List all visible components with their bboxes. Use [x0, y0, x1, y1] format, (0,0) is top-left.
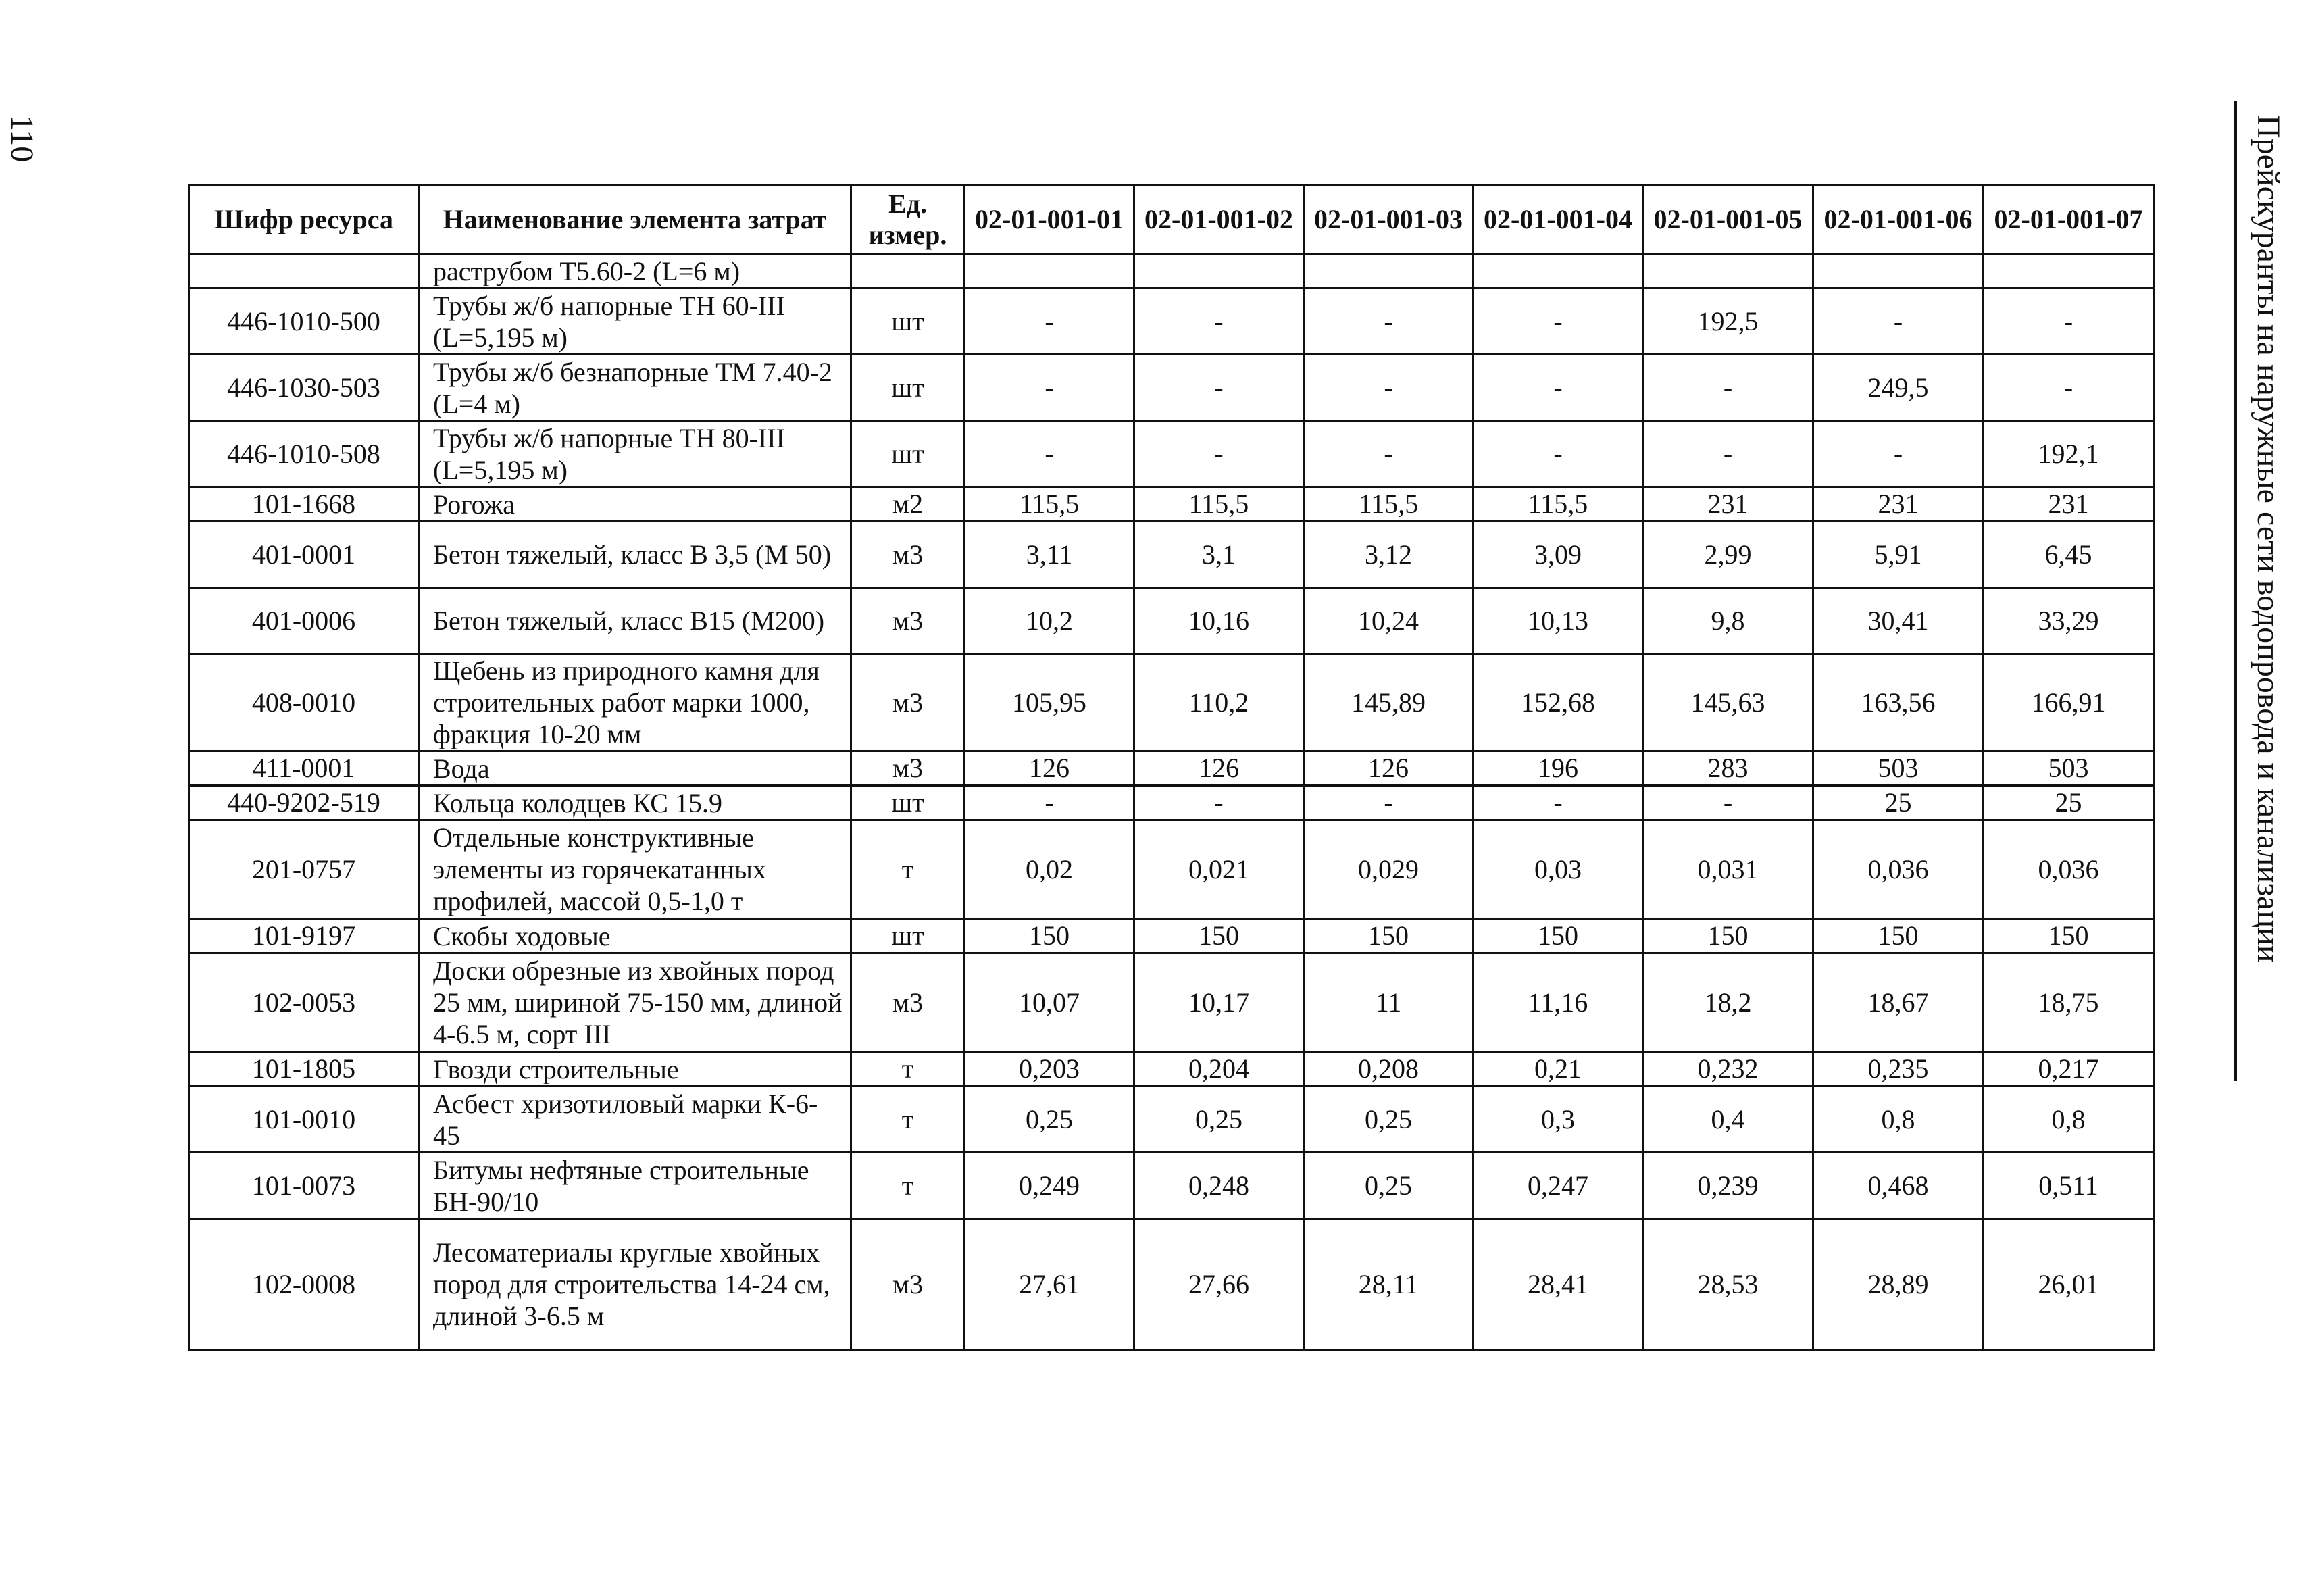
value-cell: 33,29: [1984, 588, 2154, 654]
resource-name: Гвозди строительные: [419, 1052, 851, 1087]
table-row: [189, 588, 2154, 654]
value-cell: 192,1: [1984, 421, 2154, 487]
value-cell: 163,56: [1813, 654, 1984, 751]
value-cell: -: [1984, 289, 2154, 355]
unit-cell: м2: [851, 487, 965, 522]
value-cell: 126: [965, 751, 1134, 786]
value-cell: 231: [1984, 487, 2154, 522]
header-code: Шифр ресурса: [189, 185, 419, 255]
resource-code: 446-1010-508: [189, 421, 419, 487]
value-cell: 115,5: [1304, 487, 1474, 522]
value-cell: -: [1134, 355, 1304, 421]
table-row: [189, 751, 2154, 786]
unit-cell: шт: [851, 421, 965, 487]
value-cell: 0,25: [1304, 1087, 1474, 1153]
value-cell: 11: [1304, 953, 1474, 1052]
value-cell: [1984, 255, 2154, 289]
value-cell: 28,41: [1474, 1219, 1643, 1350]
value-cell: [965, 255, 1134, 289]
value-cell: 27,66: [1134, 1219, 1304, 1350]
value-cell: 0,03: [1474, 820, 1643, 919]
resource-name: Скобы ходовые: [419, 919, 851, 953]
table-row: [189, 786, 2154, 820]
table-row: [189, 289, 2154, 355]
resource-name: Рогожа: [419, 487, 851, 522]
value-cell: 3,09: [1474, 522, 1643, 588]
unit-cell: шт: [851, 289, 965, 355]
table-row: [189, 654, 2154, 751]
value-cell: 249,5: [1813, 355, 1984, 421]
value-cell: 5,91: [1813, 522, 1984, 588]
value-cell: 126: [1304, 751, 1474, 786]
value-cell: 2,99: [1643, 522, 1813, 588]
value-cell: -: [1813, 289, 1984, 355]
value-cell: 231: [1813, 487, 1984, 522]
value-cell: 0,8: [1813, 1087, 1984, 1153]
resource-code: 102-0008: [189, 1219, 419, 1350]
page-number: 110: [4, 115, 40, 163]
table-row: [189, 1153, 2154, 1219]
table-row: [189, 1052, 2154, 1087]
header-col-1: 02-01-001-01: [965, 185, 1134, 255]
value-cell: 28,89: [1813, 1219, 1984, 1350]
resource-code: [189, 255, 419, 289]
value-cell: 503: [1984, 751, 2154, 786]
unit-cell: м3: [851, 751, 965, 786]
value-cell: 0,036: [1813, 820, 1984, 919]
header-col-5: 02-01-001-05: [1643, 185, 1813, 255]
table-row: [189, 421, 2154, 487]
value-cell: 283: [1643, 751, 1813, 786]
value-cell: 150: [1813, 919, 1984, 953]
value-cell: 0,204: [1134, 1052, 1304, 1087]
value-cell: 10,07: [965, 953, 1134, 1052]
value-cell: 25: [1984, 786, 2154, 820]
resource-name: Трубы ж/б напорные ТН 60-III (L=5,195 м): [419, 289, 851, 355]
value-cell: 10,13: [1474, 588, 1643, 654]
value-cell: -: [965, 355, 1134, 421]
value-cell: 0,249: [965, 1153, 1134, 1219]
resource-name: Лесоматериалы круглые хвойных пород для строительства 14-24 см, длиной 3-6.5 м: [419, 1219, 851, 1350]
value-cell: 150: [1643, 919, 1813, 953]
resource-code: 446-1030-503: [189, 355, 419, 421]
value-cell: 26,01: [1984, 1219, 2154, 1350]
value-cell: 0,036: [1984, 820, 2154, 919]
value-cell: -: [1304, 355, 1474, 421]
value-cell: 18,75: [1984, 953, 2154, 1052]
value-cell: 18,2: [1643, 953, 1813, 1052]
value-cell: 115,5: [965, 487, 1134, 522]
value-cell: 0,031: [1643, 820, 1813, 919]
header-col-3: 02-01-001-03: [1304, 185, 1474, 255]
value-cell: 0,203: [965, 1052, 1134, 1087]
value-cell: -: [1304, 289, 1474, 355]
value-cell: 18,67: [1813, 953, 1984, 1052]
unit-cell: шт: [851, 355, 965, 421]
resource-code: 201-0757: [189, 820, 419, 919]
value-cell: 0,235: [1813, 1052, 1984, 1087]
unit-cell: [851, 255, 965, 289]
resource-code: 101-0010: [189, 1087, 419, 1153]
resource-name: раструбом Т5.60-2 (L=6 м): [419, 255, 851, 289]
resource-code: 401-0006: [189, 588, 419, 654]
value-cell: 30,41: [1813, 588, 1984, 654]
value-cell: 0,25: [1304, 1153, 1474, 1219]
value-cell: 0,21: [1474, 1052, 1643, 1087]
value-cell: 0,8: [1984, 1087, 2154, 1153]
table-row: [189, 487, 2154, 522]
unit-cell: м3: [851, 1219, 965, 1350]
value-cell: -: [1643, 786, 1813, 820]
value-cell: 150: [1474, 919, 1643, 953]
resource-code: 401-0001: [189, 522, 419, 588]
unit-cell: т: [851, 1087, 965, 1153]
value-cell: 6,45: [1984, 522, 2154, 588]
value-cell: 10,17: [1134, 953, 1304, 1052]
table-row: [189, 1219, 2154, 1350]
value-cell: 150: [1134, 919, 1304, 953]
value-cell: -: [965, 289, 1134, 355]
resource-name: Щебень из природного камня для строительных работ марки 1000, фракция 10-20 мм: [419, 654, 851, 751]
resource-code: 440-9202-519: [189, 786, 419, 820]
running-title: Прейскуранты на наружные сети водопровода и канализации: [2250, 115, 2286, 963]
value-cell: 0,468: [1813, 1153, 1984, 1219]
value-cell: 0,217: [1984, 1052, 2154, 1087]
value-cell: 115,5: [1134, 487, 1304, 522]
value-cell: -: [1134, 289, 1304, 355]
resource-code: 446-1010-500: [189, 289, 419, 355]
header-col-6: 02-01-001-06: [1813, 185, 1984, 255]
value-cell: 0,247: [1474, 1153, 1643, 1219]
value-cell: 126: [1134, 751, 1304, 786]
value-cell: 0,239: [1643, 1153, 1813, 1219]
value-cell: 166,91: [1984, 654, 2154, 751]
value-cell: 192,5: [1643, 289, 1813, 355]
value-cell: 28,11: [1304, 1219, 1474, 1350]
resource-name: Вода: [419, 751, 851, 786]
resource-name: Доски обрезные из хвойных пород 25 мм, шириной 75-150 мм, длиной 4-6.5 м, сорт III: [419, 953, 851, 1052]
resource-name: Трубы ж/б напорные ТН 80-III (L=5,195 м): [419, 421, 851, 487]
value-cell: -: [965, 786, 1134, 820]
table-row: [189, 953, 2154, 1052]
value-cell: 150: [965, 919, 1134, 953]
value-cell: 0,3: [1474, 1087, 1643, 1153]
resource-name: Трубы ж/б безнапорные ТМ 7.40-2 (L=4 м): [419, 355, 851, 421]
value-cell: 9,8: [1643, 588, 1813, 654]
value-cell: 145,63: [1643, 654, 1813, 751]
resource-name: Бетон тяжелый, класс В15 (М200): [419, 588, 851, 654]
resource-name: Бетон тяжелый, класс В 3,5 (М 50): [419, 522, 851, 588]
value-cell: -: [1304, 421, 1474, 487]
header-row: [189, 185, 2154, 255]
header-col-2: 02-01-001-02: [1134, 185, 1304, 255]
value-cell: 0,25: [965, 1087, 1134, 1153]
value-cell: 0,248: [1134, 1153, 1304, 1219]
value-cell: -: [1643, 421, 1813, 487]
resource-name: Кольца колодцев КС 15.9: [419, 786, 851, 820]
unit-cell: т: [851, 1153, 965, 1219]
value-cell: -: [1474, 421, 1643, 487]
value-cell: 3,11: [965, 522, 1134, 588]
resource-name: Асбест хризотиловый марки К-6-45: [419, 1087, 851, 1153]
unit-cell: м3: [851, 953, 965, 1052]
table-row: [189, 1087, 2154, 1153]
unit-cell: т: [851, 820, 965, 919]
value-cell: -: [965, 421, 1134, 487]
side-rule: [2234, 101, 2237, 1081]
value-cell: 10,2: [965, 588, 1134, 654]
resource-code: 408-0010: [189, 654, 419, 751]
header-unit: Ед. измер.: [851, 185, 965, 255]
value-cell: -: [1474, 289, 1643, 355]
value-cell: 10,16: [1134, 588, 1304, 654]
value-cell: 0,4: [1643, 1087, 1813, 1153]
table-body: [189, 255, 2154, 1350]
resource-code: 101-1668: [189, 487, 419, 522]
unit-cell: м3: [851, 654, 965, 751]
value-cell: 0,208: [1304, 1052, 1474, 1087]
header-col-7: 02-01-001-07: [1984, 185, 2154, 255]
value-cell: 150: [1304, 919, 1474, 953]
value-cell: 110,2: [1134, 654, 1304, 751]
value-cell: 0,232: [1643, 1052, 1813, 1087]
unit-cell: т: [851, 1052, 965, 1087]
value-cell: 150: [1984, 919, 2154, 953]
unit-cell: шт: [851, 919, 965, 953]
value-cell: 231: [1643, 487, 1813, 522]
value-cell: [1474, 255, 1643, 289]
value-cell: [1813, 255, 1984, 289]
table-row: [189, 919, 2154, 953]
value-cell: -: [1643, 355, 1813, 421]
table-row: [189, 355, 2154, 421]
table-row: [189, 522, 2154, 588]
value-cell: 196: [1474, 751, 1643, 786]
unit-cell: м3: [851, 588, 965, 654]
resource-code: 101-1805: [189, 1052, 419, 1087]
value-cell: [1643, 255, 1813, 289]
resource-table: [188, 184, 2155, 1351]
value-cell: 27,61: [965, 1219, 1134, 1350]
resource-name: Битумы нефтяные строительные БН-90/10: [419, 1153, 851, 1219]
unit-cell: м3: [851, 522, 965, 588]
value-cell: -: [1984, 355, 2154, 421]
table-row: [189, 820, 2154, 919]
value-cell: -: [1134, 786, 1304, 820]
resource-code: 411-0001: [189, 751, 419, 786]
header-name: Наименование элемента затрат: [419, 185, 851, 255]
value-cell: 145,89: [1304, 654, 1474, 751]
resource-name: Отдельные конструктивные элементы из горячекатанных профилей, массой 0,5-1,0 т: [419, 820, 851, 919]
value-cell: 0,511: [1984, 1153, 2154, 1219]
value-cell: 28,53: [1643, 1219, 1813, 1350]
header-col-4: 02-01-001-04: [1474, 185, 1643, 255]
value-cell: -: [1304, 786, 1474, 820]
value-cell: [1304, 255, 1474, 289]
value-cell: -: [1134, 421, 1304, 487]
value-cell: 0,029: [1304, 820, 1474, 919]
value-cell: 0,02: [965, 820, 1134, 919]
value-cell: 152,68: [1474, 654, 1643, 751]
value-cell: 0,021: [1134, 820, 1304, 919]
resource-code: 101-9197: [189, 919, 419, 953]
value-cell: 503: [1813, 751, 1984, 786]
value-cell: [1134, 255, 1304, 289]
value-cell: 3,12: [1304, 522, 1474, 588]
value-cell: 3,1: [1134, 522, 1304, 588]
value-cell: -: [1474, 355, 1643, 421]
unit-cell: шт: [851, 786, 965, 820]
table-row: [189, 255, 2154, 289]
value-cell: -: [1474, 786, 1643, 820]
value-cell: 10,24: [1304, 588, 1474, 654]
resource-code: 102-0053: [189, 953, 419, 1052]
value-cell: 115,5: [1474, 487, 1643, 522]
resource-code: 101-0073: [189, 1153, 419, 1219]
value-cell: 105,95: [965, 654, 1134, 751]
value-cell: 0,25: [1134, 1087, 1304, 1153]
value-cell: 25: [1813, 786, 1984, 820]
value-cell: -: [1813, 421, 1984, 487]
value-cell: 11,16: [1474, 953, 1643, 1052]
